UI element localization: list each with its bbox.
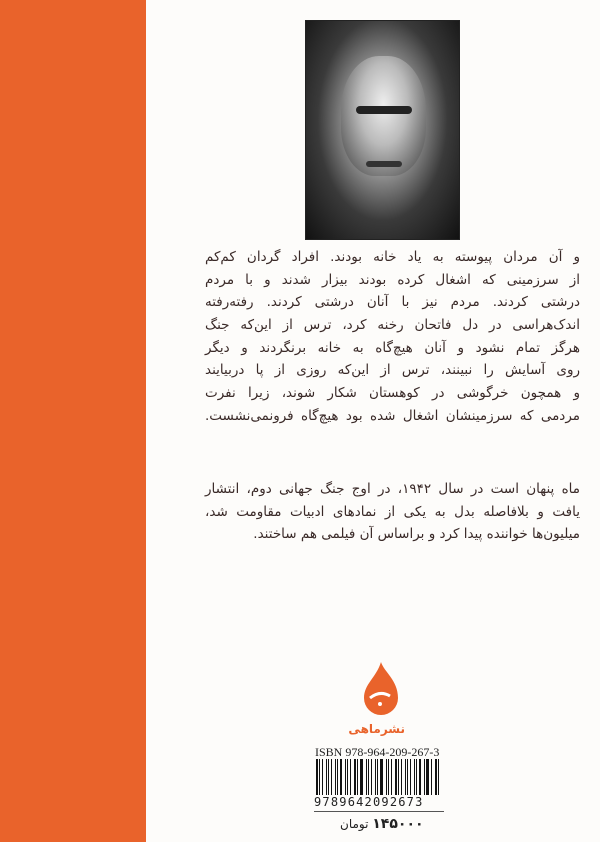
barcode-bar bbox=[340, 759, 342, 795]
barcode-bar bbox=[398, 759, 399, 795]
blurb-line: و همچون خرگوشی در کوهستان شکار شوند، زیرا نفرت bbox=[205, 385, 580, 402]
barcode-bar bbox=[366, 759, 367, 795]
barcode-bar bbox=[375, 759, 376, 795]
blurb-line: روی آسایش را نبینند، ترس از این‌که روزی از پا دربیایند bbox=[205, 362, 580, 379]
price-currency: تومان bbox=[340, 817, 369, 831]
barcode-bar bbox=[401, 759, 402, 795]
author-brows bbox=[356, 106, 412, 114]
about-line: یافت و بلافاصله بدل به یکی از نمادهای ادبیات مقاومت شد، bbox=[205, 503, 580, 520]
barcode-bar bbox=[331, 759, 332, 795]
barcode-bar bbox=[368, 759, 369, 795]
blurb-line: اندک‌هراسی در دل فاتحان رخنه کرد، ترس از این‌که جنگ bbox=[205, 317, 580, 334]
about-line: میلیون‌ها خواننده پیدا کرد و براساس آن فیلمی هم ساختند. bbox=[253, 526, 580, 543]
barcode-bar bbox=[391, 759, 392, 795]
barcode-bar bbox=[335, 759, 336, 795]
barcode-bar bbox=[424, 759, 425, 795]
author-mouth bbox=[366, 161, 402, 167]
barcode-bar bbox=[388, 759, 389, 795]
barcode-bar bbox=[386, 759, 387, 795]
barcode-bar bbox=[337, 759, 338, 795]
blurb-line: از سرزمینی که اشغال کرده بودند بیزار شدند و با مردم bbox=[205, 271, 580, 288]
barcode-bar bbox=[316, 759, 318, 795]
divider bbox=[314, 811, 444, 812]
barcode-bar bbox=[414, 759, 415, 795]
barcode-bar bbox=[319, 759, 320, 795]
blurb-paragraph bbox=[205, 246, 580, 428]
barcode-bar bbox=[410, 759, 411, 795]
barcode-bar bbox=[419, 759, 421, 795]
price bbox=[340, 816, 424, 832]
barcode-bar bbox=[345, 759, 346, 795]
author-face bbox=[341, 56, 426, 176]
blurb-line: درشتی کردند. مردم نیز با آنان درشتی کردند. رفته‌رفته bbox=[205, 294, 580, 311]
barcode-bar bbox=[354, 759, 356, 795]
author-photo bbox=[305, 20, 460, 240]
publisher-logo-icon bbox=[358, 660, 404, 720]
barcode-bar bbox=[328, 759, 329, 795]
blurb-line: و آن مردان پیوسته به یاد خانه بودند. افراد گردان کم‌کم bbox=[205, 249, 580, 265]
orange-spine-strip bbox=[0, 0, 146, 842]
blurb-line: هرگز تمام نشود و آنان هیچ‌گاه به خانه برنگردند و دیگر bbox=[205, 339, 580, 356]
barcode bbox=[316, 759, 441, 795]
barcode-bar bbox=[350, 759, 351, 795]
barcode-number: 9789642092673 bbox=[314, 795, 424, 809]
barcode-bar bbox=[438, 759, 439, 795]
publisher-name: نشرماهی bbox=[348, 722, 405, 736]
barcode-bar bbox=[360, 759, 363, 795]
barcode-bar bbox=[357, 759, 358, 795]
barcode-bar bbox=[426, 759, 429, 795]
barcode-bar bbox=[322, 759, 323, 795]
barcode-bar bbox=[416, 759, 417, 795]
barcode-bar bbox=[431, 759, 432, 795]
price-amount: ۱۴۵۰۰۰ bbox=[372, 816, 424, 832]
barcode-bar bbox=[407, 759, 408, 795]
barcode-bar bbox=[380, 759, 383, 795]
blurb-line: مردمی که سرزمینشان اشغال شده بود هیچ‌گاه فرونمی‌نشست. bbox=[205, 407, 580, 424]
about-line: ماه پنهان است در سال ۱۹۴۲، در اوج جنگ جهانی دوم، انتشار bbox=[205, 481, 580, 497]
barcode-bar bbox=[405, 759, 406, 795]
about-paragraph bbox=[205, 478, 580, 546]
barcode-bar bbox=[326, 759, 327, 795]
barcode-bar bbox=[395, 759, 397, 795]
barcode-bar bbox=[347, 759, 348, 795]
barcode-bar bbox=[377, 759, 378, 795]
barcode-bar bbox=[435, 759, 437, 795]
isbn: ISBN 978-964-209-267-3 bbox=[315, 745, 440, 759]
barcode-bar bbox=[371, 759, 372, 795]
